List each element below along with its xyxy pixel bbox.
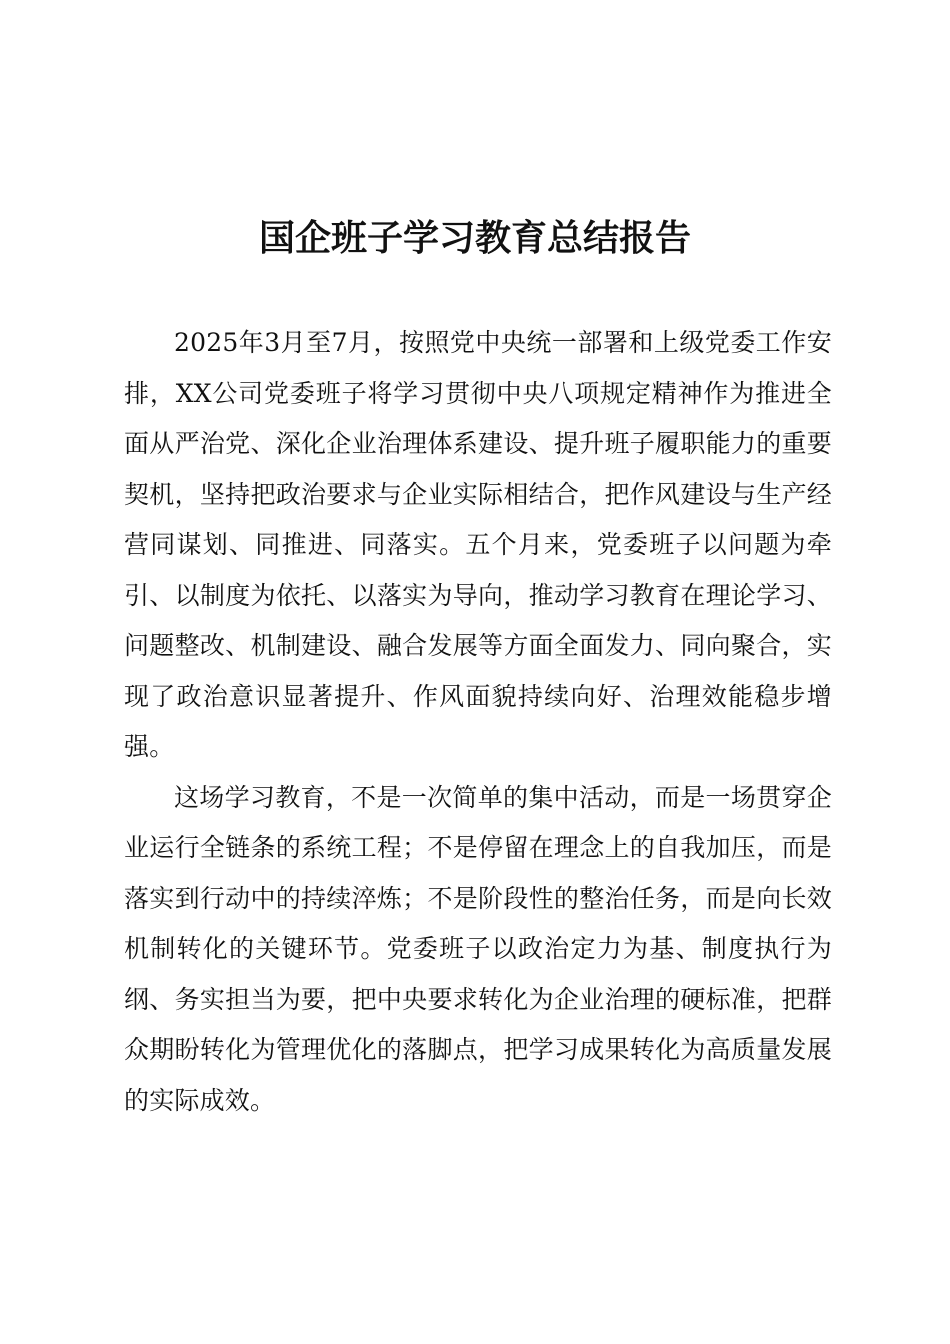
document-body: [124, 318, 832, 1126]
paragraph-2: 这场学习教育，不是一次简单的集中活动，而是一场贯穿企业运行全链条的系统工程；不是停留在理念上的自我加压，而是落实到行动中的持续淬炼；不是阶段性的整治任务，而是向长效机制转化的关键环节。党委班子以政治定力为基、制度执行为纲、务实担当为要，把中央要求转化为企业治理的硬标准，把群众期盼转化为管理优化的落脚点，把学习成果转化为高质量发展的实际成效。: [124, 782, 832, 1115]
document-title: 国企班子学习教育总结报告: [258, 217, 691, 259]
paragraph-1: 2025年3月至7月，按照党中央统一部署和上级党委工作安排，XX公司党委班子将学习贯彻中央八项规定精神作为推进全面从严治党、深化企业治理体系建设、提升班子履职能力的重要契机，坚持把政治要求与企业实际相结合，把作风建设与生产经营同谋划、同推进、同落实。五个月来，党委班子以问题为牵引、以制度为依托、以落实为导向，推动学习教育在理论学习、问题整改、机制建设、融合发展等方面全面发力、同向聚合，实现了政治意识显著提升、作风面貌持续向好、治理效能稳步增强。: [124, 328, 832, 761]
